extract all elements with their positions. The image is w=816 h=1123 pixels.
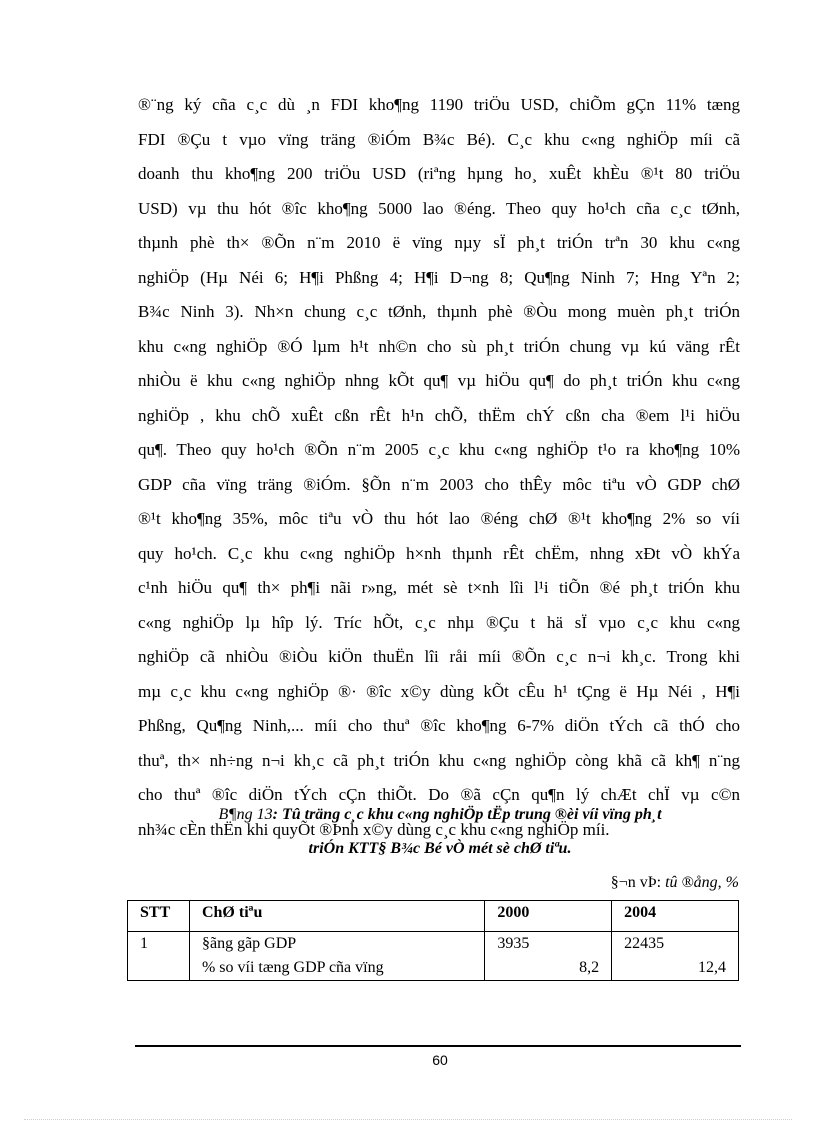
text-line: B¾c Ninh 3). Nh×n chung c¸c tØnh, thµnh phè ®Òu mong muèn ph¸t triÓn — [138, 302, 740, 321]
unit-value: tû ®ång, % — [665, 874, 739, 891]
text-line: qu¶. Theo quy ho¹ch ®Õn n¨m 2005 c¸c khu c«ng nghiÖp t¹o ra kho¶ng 10% — [138, 440, 740, 459]
text-line: mµ c¸c khu c«ng nghiÖp ®· ®îc x©y dùng kÕt cÊu h¹ tÇng ë Hµ Néi , H¶i — [138, 681, 740, 701]
text-line: ®¹t kho¶ng 35%, môc tiªu vÒ thu hót lao ®éng chØ ®¹t kho¶ng 2% so víi — [138, 509, 740, 528]
header-2000: 2000 — [485, 901, 612, 932]
text-line: cho thuª ®îc diÖn tÝch cÇn thiÕt. Do ®ã cÇn qu¶n lý chÆt chÏ vµ c©n — [138, 785, 740, 804]
stt-value: 1 — [140, 935, 148, 952]
text-line: nh¾c cÈn thËn khi quyÕt ®Þnh x©y dùng c¸c khu c«ng nghiÖp míi. — [138, 819, 610, 839]
text-line: GDP cña vïng träng ®iÓm. §Õn n¨m 2003 cho thÊy môc tiªu vÒ GDP chØ — [138, 474, 740, 494]
text-line: thµnh phè th× ®Õn n¨m 2010 ë vïng nµy sÏ ph¸t triÓn trªn 30 khu c«ng — [138, 233, 740, 252]
cell-stt — [128, 932, 190, 981]
header-2004: 2004 — [612, 901, 739, 932]
table-header-row — [128, 901, 739, 932]
text-line: c¹nh hiÖu qu¶ th× ph¶i nãi r»ng, mét sè t×nh lîi l¹i tiÕn ®é ph¸t triÓn khu — [138, 578, 740, 597]
text-line: USD) vµ thu hót ®îc kho¶ng 5000 lao ®éng. Theo quy ho¹ch cña c¸c tØnh, — [138, 198, 740, 218]
table-caption-prefix: B¶ng 13 — [218, 806, 273, 823]
unit-label: §¬n vÞ: — [610, 874, 662, 891]
cell-indicator — [189, 932, 484, 981]
table-caption-title: : Tû träng c¸c khu c«ng nghiÖp tËp trung ®èi víi vïng ph¸t — [272, 806, 662, 823]
page-edge-divider — [24, 1119, 792, 1120]
cell-2004 — [612, 932, 739, 981]
value-2000: 3935 — [497, 935, 530, 952]
body-paragraph — [138, 88, 740, 847]
sub-value-2004: 12,4 — [698, 959, 726, 976]
cell-2000 — [485, 932, 612, 981]
header-stt: STT — [128, 901, 190, 932]
text-line: nghiÖp cã nhiÒu ®iÒu kiÖn thuËn lîi råi míi ®Õn c¸c n¬i kh¸c. Trong khi — [138, 647, 740, 666]
table-caption-line-2: triÓn KTT§ B¾c Bé vÒ mét sè chØ tiªu. — [308, 840, 572, 857]
sub-value-2000: 8,2 — [579, 959, 600, 976]
text-line: khu c«ng nghiÖp ®Ó lµm h¹t nh©n cho sù ph¸t triÓn chung vµ kú väng rÊt — [138, 336, 740, 356]
text-line: quy ho¹ch. C¸c khu c«ng nghiÖp h×nh thµnh rÊt chËm, nhng xÐt vÒ khÝa — [138, 543, 740, 563]
header-indicator: ChØ tiªu — [189, 901, 484, 932]
text-line: nghiÖp (Hµ Néi 6; H¶i Phßng 4; H¶i D¬ng 8; Qu¶ng Ninh 7; Hng Yªn 2; — [138, 267, 740, 287]
text-line: ®¨ng ký cña c¸c dù ¸n FDI kho¶ng 1190 triÖu USD, chiÕm gÇn 11% tæng — [138, 95, 740, 114]
value-2004: 22435 — [624, 935, 665, 952]
text-line: nhiÒu ë khu c«ng nghiÖp nhng kÕt qu¶ vµ hiÖu qu¶ do ph¸t triÓn khu c«ng — [138, 371, 740, 390]
text-line: c«ng nghiÖp lµ hîp lý. Tríc hÕt, c¸c nhµ ®Çu t hä sÏ vµo c¸c khu c«ng — [138, 612, 740, 632]
text-line: doanh thu kho¶ng 200 triÖu USD (riªng hµng ho¸ xuÊt khÈu ®¹t 80 triÖu — [138, 164, 740, 183]
text-line: Phßng, Qu¶ng Ninh,... míi cho thuª ®îc kho¶ng 6-7% diÖn tÝch cã thÓ cho — [138, 716, 740, 735]
indicator-label: §ãng gãp GDP — [201, 935, 297, 952]
text-line: nghiÖp , khu chÕ xuÊt cßn rÊt h¹n chÕ, thËm chÝ cßn cha ®em l¹i hiÖu — [138, 405, 740, 425]
table-row — [128, 932, 739, 981]
unit-note — [611, 874, 739, 892]
text-line: FDI ®Çu t vµo vïng träng ®iÓm B¾c Bé). C¸c khu c«ng nghiÖp míi cã — [138, 129, 740, 149]
text-line: thuª, th× nh÷ng n¬i kh¸c cã ph¸t triÓn khu c«ng nghiÖp còng khã cã kh¶ n¨ng — [138, 750, 740, 770]
sub-indicator-label: % so víi tæng GDP cña vïng — [201, 959, 384, 976]
table-caption-line-1 — [130, 806, 750, 824]
page-number: 60 — [432, 1052, 448, 1068]
footer-divider — [135, 1045, 741, 1047]
data-table — [127, 900, 739, 981]
